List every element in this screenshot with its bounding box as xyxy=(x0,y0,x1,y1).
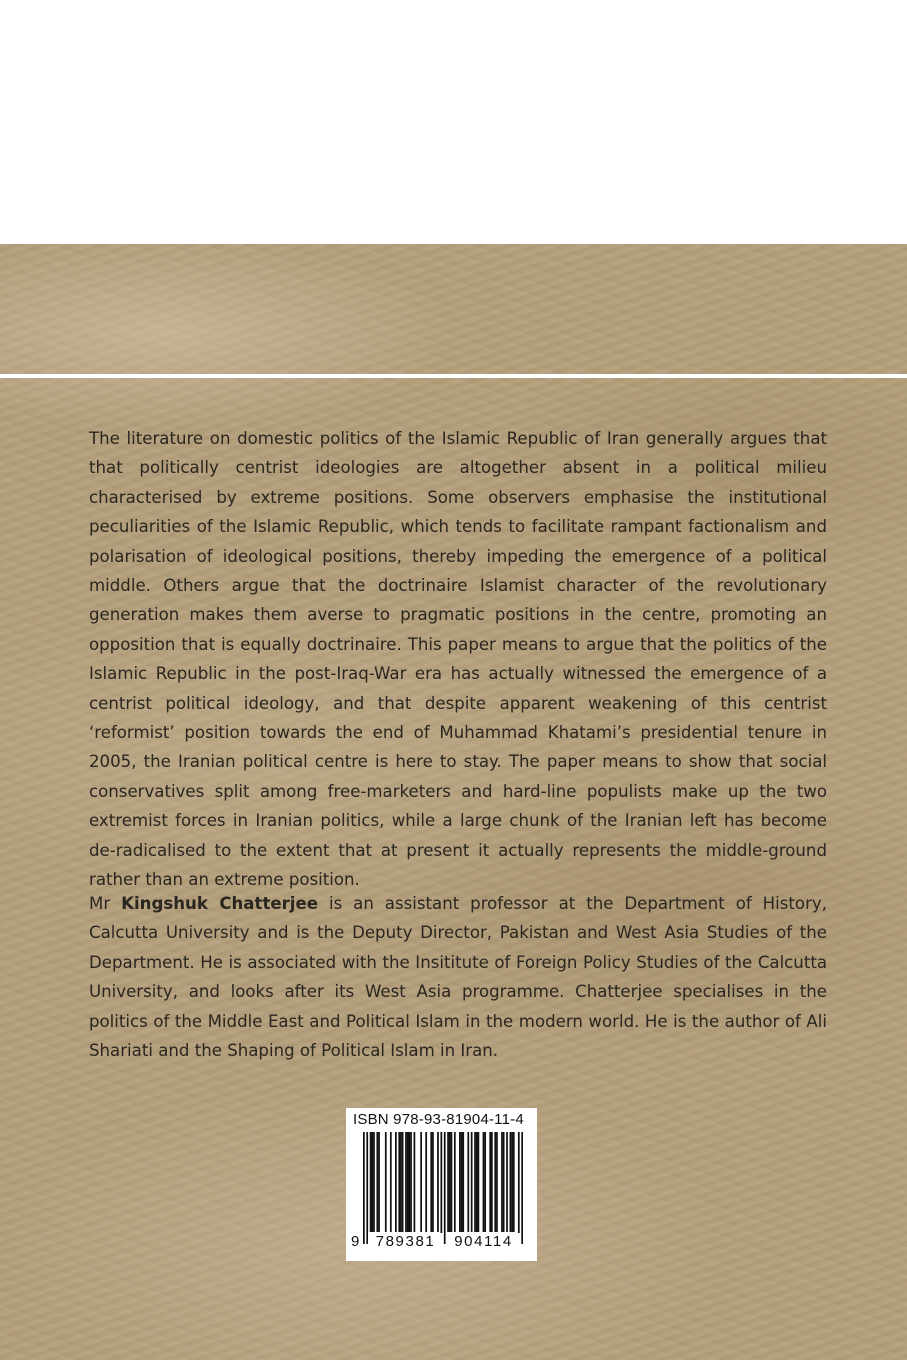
blank-top-area xyxy=(0,0,907,244)
barcode-bar xyxy=(474,1132,476,1232)
barcode-bar xyxy=(467,1132,469,1232)
barcode-bar xyxy=(405,1132,407,1232)
barcode-bar xyxy=(437,1132,439,1232)
barcode-bar xyxy=(390,1132,392,1232)
barcode-bar xyxy=(370,1132,372,1232)
barcode-bar xyxy=(414,1132,416,1232)
ean-first-digit: 9 xyxy=(351,1233,360,1250)
barcode-bar xyxy=(461,1132,463,1232)
barcode-bar xyxy=(506,1132,508,1232)
barcode-bar xyxy=(513,1132,515,1232)
barcode-bar xyxy=(449,1132,451,1232)
barcode-bar xyxy=(398,1132,400,1232)
barcode-bar xyxy=(478,1132,480,1232)
barcode-bar xyxy=(483,1132,485,1232)
barcode-bar xyxy=(432,1132,434,1232)
barcode-bar xyxy=(503,1132,505,1232)
barcode-bar xyxy=(471,1132,473,1232)
barcode-bar xyxy=(385,1132,387,1232)
barcode-bar xyxy=(430,1132,432,1232)
barcode-bar xyxy=(371,1132,373,1232)
ean-left-digits: 789381 xyxy=(368,1233,443,1251)
barcode-bar xyxy=(376,1132,378,1232)
barcode-bar xyxy=(459,1132,461,1232)
barcode-bar xyxy=(451,1132,453,1232)
barcode-bar xyxy=(491,1132,493,1232)
barcode-bars xyxy=(363,1132,523,1244)
bio-text: is an assistant professor at the Department of History, Calcutta University and is the Deputy Director, Pakistan and West Asia Studies of the Department. He is associated with the Insititute of Foreign Policy Studies of the Calcutta University, and looks after its West Asia programme. Chatterjee specialises in the politics of the Middle East and Political Islam in the modern world. He is the author of Ali Shariati and the Shaping of Political Islam in Iran. xyxy=(89,894,827,1061)
barcode-bar xyxy=(494,1132,496,1232)
isbn-barcode xyxy=(346,1108,537,1261)
barcode-guard-bar xyxy=(440,1132,442,1244)
isbn-label: ISBN 978-93-81904-11-4 xyxy=(353,1111,524,1128)
barcode-bar xyxy=(373,1132,375,1232)
barcode-bar xyxy=(395,1132,397,1232)
barcode-bar xyxy=(402,1132,404,1232)
barcode-bar xyxy=(407,1132,409,1232)
barcode-bar xyxy=(410,1132,412,1232)
abstract-paragraph: The literature on domestic politics of the Islamic Republic of Iran generally argues that that politically centrist ideologies are altogether absent in a political milieu characterised by extreme positions. Some observers emphasise the institutional peculiarities of the Islamic Republic, which tends to facilitate rampant factionalism and polarisation of ideological positions, thereby impeding the emergence of a political middle. Others argue that the doctrinaire Islamist character of the revolutionary generation makes them averse to pragmatic positions in the centre, promoting an opposition that is equally doctrinaire. This paper means to argue that the politics of the Islamic Republic in the post-Iraq-War era has actually witnessed the emergence of a centrist political ideology, and that despite apparent weakening of this centrist ‘reformist’ position towards the end of Muhammad Khatami’s presidential tenure in 2005, the Iranian political centre is here to stay. The paper means to show that social conservatives split among free-marketers and hard-line populists make up the two extremist forces in Iranian politics, while a large chunk of the Iranian left has become de-radicalised to the extent that at present it actually represents the middle-ground rather than an extreme position. xyxy=(89,429,827,890)
author-bio xyxy=(89,889,827,1065)
barcode-bar xyxy=(454,1132,456,1232)
divider-line xyxy=(0,374,907,378)
barcode-bar xyxy=(501,1132,503,1232)
barcode-bar xyxy=(476,1132,478,1232)
barcode-bar xyxy=(489,1132,491,1232)
barcode-guard-bar xyxy=(518,1132,520,1244)
author-name: Kingshuk Chatterjee xyxy=(121,894,319,913)
barcode-bar xyxy=(425,1132,427,1232)
barcode-guard-bar xyxy=(366,1132,368,1244)
back-cover xyxy=(0,244,907,1360)
barcode-bar xyxy=(420,1132,422,1232)
barcode-guard-bar xyxy=(444,1132,446,1244)
bio-prefix: Mr xyxy=(89,894,122,913)
ean-right-digits: 904114 xyxy=(446,1233,521,1251)
barcode-bar xyxy=(496,1132,498,1232)
barcode-bar xyxy=(511,1132,513,1232)
barcode-bar xyxy=(408,1132,410,1232)
barcode-bar xyxy=(378,1132,380,1232)
barcode-bar xyxy=(510,1132,512,1232)
barcode-guard-bar xyxy=(521,1132,523,1244)
barcode-guard-bar xyxy=(363,1132,365,1244)
barcode-bar xyxy=(447,1132,449,1232)
barcode-bar xyxy=(400,1132,402,1232)
barcode-bar xyxy=(484,1132,486,1232)
barcode-bar xyxy=(462,1132,464,1232)
